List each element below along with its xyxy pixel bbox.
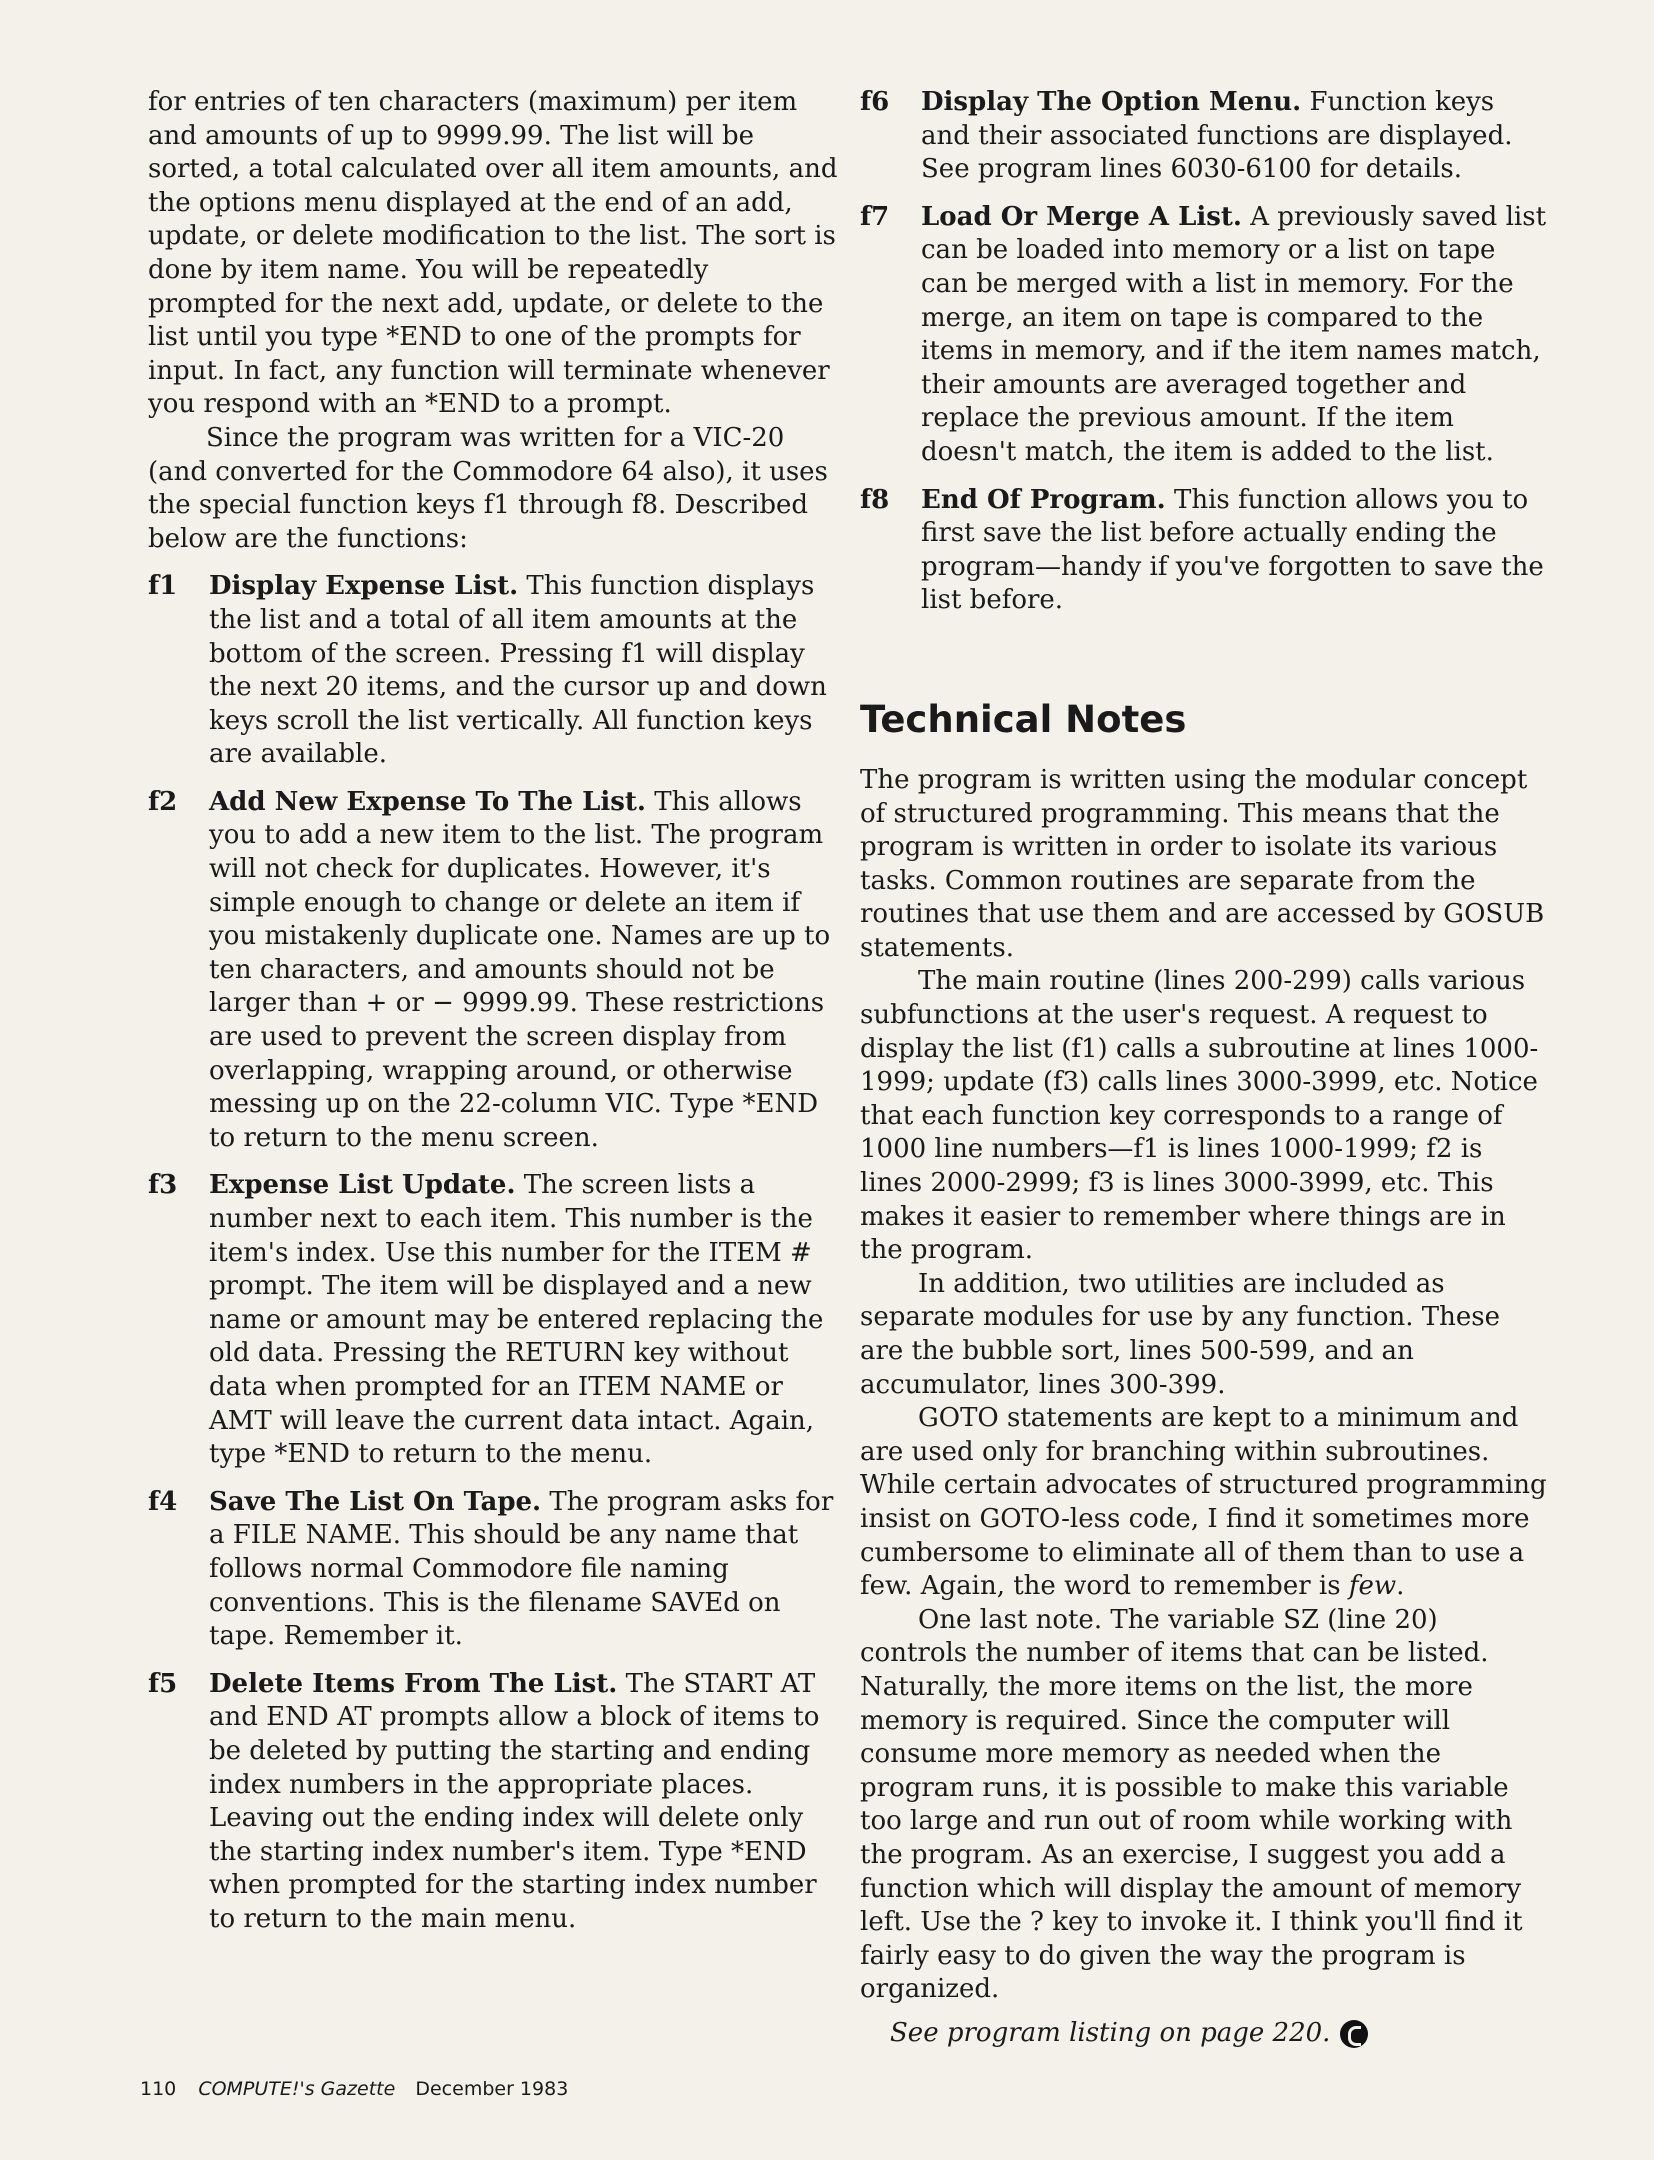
paragraph: The main routine (lines 200-299) calls various subfunctions at the user's request. A request to display the list (f1) calls a subroutine at lines 1000-1999; update (f3) calls lines 3000-3999, etc. Notice that each function key corresponds to a range of 1000 line numbers—f1 is lines 1000-1999; f2 is lines 2000-2999; f3 is lines 3000-3999, etc. This makes it easier to remember where things are in the program. [860, 966, 1539, 1266]
magazine-logo-icon [1340, 2020, 1368, 2048]
function-title: Load Or Merge A List. [921, 201, 1242, 232]
function-title: Display The Option Menu. [921, 87, 1302, 117]
function-key-label: f7 [860, 201, 890, 232]
intro-paragraph: for entries of ten characters (maximum) per item and amounts of up to 9999.99. The list will be sorted, a total calculated over all item amounts, and the options menu displayed at the end of an add, update, or delete modification to the list. The sort is done by item name. You will be repeatedly prompted for the next add, update, or delete to the list until you type *END to one of the prompts for input. In fact, any function will terminate whenever you respond with an *END to a prompt. [148, 87, 838, 420]
function-item-f8 [860, 484, 1550, 618]
left-column [148, 86, 838, 1936]
paragraph-text: . [1396, 1571, 1405, 1602]
function-description [921, 86, 1550, 187]
function-key-label: f3 [148, 1170, 178, 1201]
function-text: This function displays the list and a total of all item amounts at the bottom of the screen. Pressing f1 will display the next 20 items, and the cursor up and down keys scroll the list vertically. All function keys are available. [209, 571, 827, 770]
function-title: Display Expense List. [209, 571, 519, 602]
function-title: Add New Expense To The List. [209, 786, 646, 817]
function-item-f1 [148, 570, 838, 772]
function-text: This function allows you to first save the list before actually ending the program—handy if you've forgotten to save the list before. [921, 484, 1544, 616]
magazine-name: COMPUTE!'s Gazette [198, 2078, 396, 2100]
function-key-label: f6 [860, 87, 890, 117]
page-number: 110 [140, 2078, 177, 2100]
function-title: Delete Items From The List. [209, 1668, 618, 1699]
function-description [209, 1668, 838, 1937]
function-item-f7 [860, 201, 1550, 470]
function-text: This allows you to add a new item to the list. The program will not check for duplicates. However, it's simple enough to change or delete an item if you mistakenly duplicate one. Names are up to ten characters, and amounts should not be larger than + or − 9999.99. These restrictions are used to prevent the screen display from overlapping, wrapping around, or otherwise messing up on the 22-column VIC. Type *END to return to the menu screen. [209, 786, 831, 1153]
paragraph: In addition, two utilities are included as separate modules for use by any function. These are the bubble sort, lines 500-599, and an accumulator, lines 300-399. [860, 1268, 1500, 1400]
paragraph: The program is written using the modular concept of structured programming. This means that the program is written in order to isolate its various tasks. Common routines are separate from the routines that use them and are accessed by GOSUB statements. [860, 764, 1545, 963]
function-description [209, 786, 838, 1156]
function-key-label: f5 [148, 1668, 178, 1699]
right-column [860, 86, 1550, 2050]
see-listing-text: See program listing on page 220. [890, 2017, 1331, 2048]
paragraph-text: GOTO statements are kept to a minimum and are used only for branching within subroutines. While certain advocates of structured programming insist on GOTO-less code, I find it sometimes more cumbersome to eliminate all of them than to use a few. Again, the word to remember is [860, 1403, 1547, 1602]
function-item-f6 [860, 86, 1550, 187]
function-key-label: f8 [860, 484, 890, 515]
function-key-label: f1 [148, 571, 178, 602]
function-description [209, 1486, 838, 1654]
section-heading: Technical Notes [860, 697, 1187, 741]
paragraph: One last note. The variable SZ (line 20) controls the number of items that can be listed. Naturally, the more items on the list, the more memory is required. Since the computer will consume more memory as needed when the program runs, it is possible to make this variable too large and run out of room while working with the program. As an exercise, I suggest you add a function which will display the amount of memory left. Use the ? key to invoke it. I think you'll find it fairly easy to do given the way the program is organized. [860, 1604, 1523, 2005]
function-text: Function keys and their associated functions are displayed. See program lines 6030-6100 for details. [921, 87, 1513, 185]
paragraph [860, 1402, 1550, 1604]
function-key-label: f2 [148, 786, 178, 817]
issue-date: December 1983 [415, 2078, 569, 2100]
function-description [209, 570, 838, 772]
program-listing-reference [890, 2017, 1550, 2051]
function-title: Save The List On Tape. [209, 1486, 542, 1517]
function-item-f4 [148, 1486, 838, 1654]
function-title: End Of Program. [921, 484, 1166, 515]
function-text: The program asks for a FILE NAME. This should be any name that follows normal Commodore file naming conventions. This is the filename SAVEd on tape. Remember it. [209, 1486, 834, 1652]
function-description [921, 484, 1550, 618]
function-text: The screen lists a number next to each item. This number is the item's index. Use this number for the ITEM # prompt. The item will be displayed and a new name or amount may be entered replacing the old data. Pressing the RETURN key without data when prompted for an ITEM NAME or AMT will leave the current data intact. Again, type *END to return to the menu. [209, 1170, 824, 1470]
function-key-label: f4 [148, 1486, 178, 1517]
function-item-f2 [148, 786, 838, 1156]
function-item-f3 [148, 1169, 838, 1471]
function-text: The START AT and END AT prompts allow a block of items to be deleted by putting the starting and ending index numbers in the appropriate places. Leaving out the ending index will delete only the starting index number's item. Type *END when prompted for the starting index number to return to the main menu. [209, 1668, 820, 1934]
function-description [209, 1169, 838, 1471]
function-title: Expense List Update. [209, 1170, 516, 1201]
function-item-f5 [148, 1668, 838, 1937]
page-footer [140, 2078, 568, 2100]
function-text: A previously saved list can be loaded into memory or a list on tape can be merged with a list in memory. For the merge, an item on tape is compared to the items in memory, and if the item names match, their amounts are averaged together and replace the previous amount. If the item doesn't match, the item is added to the list. [921, 201, 1547, 467]
function-description [921, 201, 1550, 470]
emphasis-text: few [1348, 1571, 1397, 1602]
paragraph: Since the program was written for a VIC-20 (and converted for the Commodore 64 also), it uses the special function keys f1 through f8. Described below are the functions: [148, 422, 828, 554]
